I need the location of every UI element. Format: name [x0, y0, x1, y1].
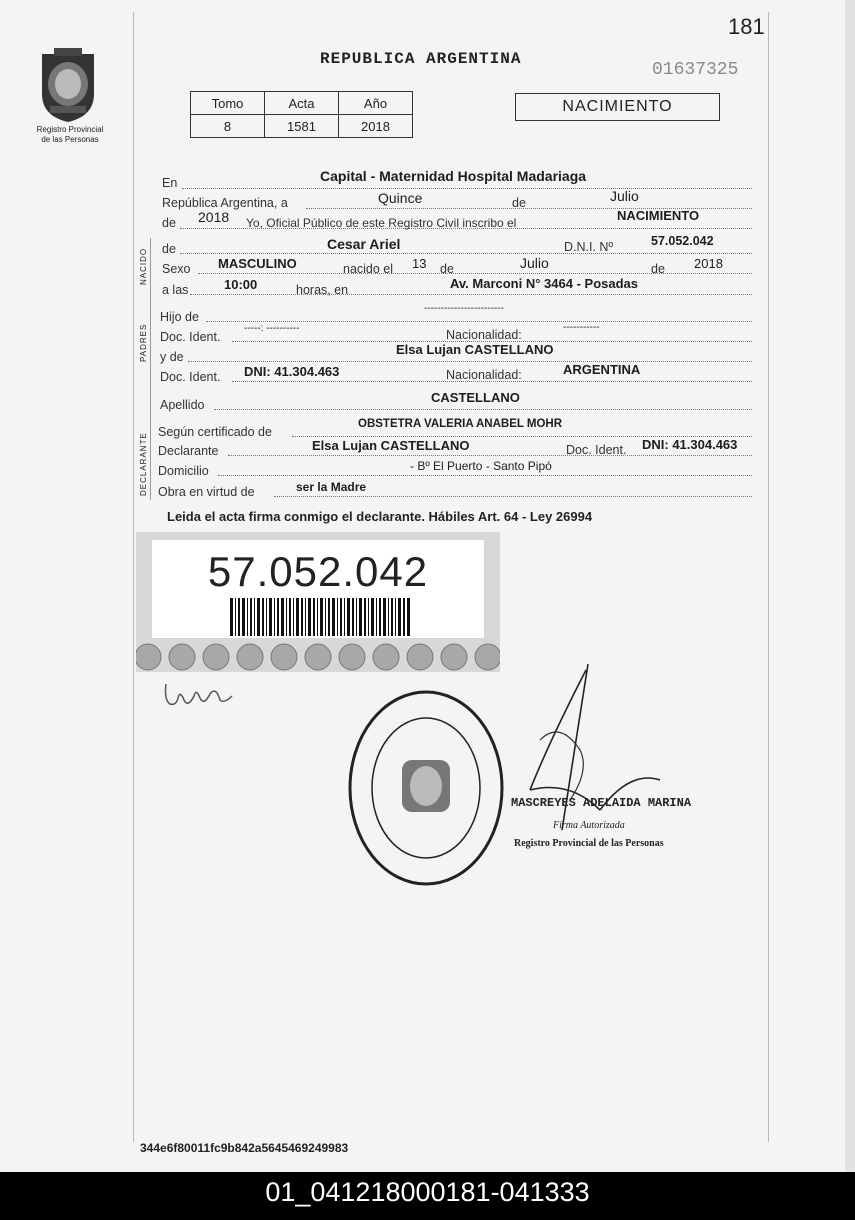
- father-name: ------------------------: [424, 303, 504, 314]
- register-table: [190, 91, 413, 138]
- signature-scribble: [510, 660, 660, 845]
- dotted-line: [214, 409, 752, 410]
- signatory-role: Firma Autorizada: [553, 820, 625, 831]
- logo-caption: [22, 125, 118, 145]
- birth-month: Julio: [520, 255, 549, 271]
- birth-day: 13: [412, 256, 427, 271]
- side-label-declarante: DECLARANTE: [139, 432, 148, 496]
- register-header-cell: Tomo: [191, 92, 265, 115]
- logo-caption-line2: de las Personas: [41, 135, 99, 144]
- dotted-line: [182, 188, 752, 189]
- footer-id-bar: [0, 1172, 855, 1220]
- nacionalidad-label: Nacionalidad:: [446, 368, 522, 382]
- dotted-line: [180, 253, 752, 254]
- barcode-icon: [230, 598, 410, 636]
- dotted-line: [206, 321, 752, 322]
- doc-ident-label: Doc. Ident.: [566, 443, 627, 457]
- dni-label: D.N.I. Nº: [564, 240, 614, 254]
- declarant-address: - Bº El Puerto - Santo Pipó: [410, 459, 552, 473]
- id-number-large: 57.052.042: [207, 548, 429, 595]
- surname: CASTELLANO: [431, 390, 520, 405]
- provincial-emblem-logo: [36, 44, 100, 129]
- side-label-nacido: NACIDO: [139, 247, 148, 285]
- register-value-cell: 1581: [265, 115, 339, 138]
- side-label-padres: PADRES: [139, 323, 148, 362]
- declarant-name: Elsa Lujan CASTELLANO: [312, 438, 470, 453]
- nacionalidad-label: Nacionalidad:: [446, 328, 522, 342]
- page-edge: [845, 0, 855, 1172]
- registration-year: 2018: [198, 209, 230, 225]
- left-margin-line: [133, 12, 134, 1142]
- child-name: Cesar Ariel: [327, 236, 401, 252]
- day-word: Quince: [378, 190, 423, 206]
- dotted-line: [198, 273, 752, 274]
- logo-caption-line1: Registro Provincial: [36, 125, 104, 134]
- birth-address: Av. Marconi N° 3464 - Posadas: [450, 276, 638, 291]
- domicilio-label: Domicilio: [158, 464, 209, 478]
- de-label: de: [162, 242, 176, 256]
- de-label: de: [651, 262, 665, 276]
- record-type-box: NACIMIENTO: [515, 93, 720, 121]
- mother-nationality: ARGENTINA: [563, 362, 641, 377]
- declarant-relationship: ser la Madre: [296, 480, 367, 494]
- hijo-de-label: Hijo de: [160, 310, 199, 324]
- republica-label: República Argentina, a: [162, 196, 288, 210]
- certificado-label: Según certificado de: [158, 425, 272, 439]
- register-value-cell: 8: [191, 115, 265, 138]
- sexo-label: Sexo: [162, 262, 191, 276]
- child-sex: MASCULINO: [218, 256, 297, 271]
- doc-ident-label: Doc. Ident.: [160, 370, 221, 384]
- dotted-line: [274, 496, 752, 497]
- de-label: de: [162, 216, 176, 230]
- register-value-cell: 2018: [339, 115, 413, 138]
- dotted-line: [218, 475, 752, 476]
- horas-label: horas, en: [296, 283, 349, 297]
- dotted-line: [190, 294, 752, 295]
- document-title: REPUBLICA ARGENTINA: [320, 50, 522, 68]
- section-divider-line: [150, 238, 151, 500]
- right-margin-line: [768, 12, 769, 1142]
- signatory-office: Registro Provincial de las Personas: [514, 838, 664, 849]
- register-value-row: [191, 115, 413, 138]
- event-type: NACIMIENTO: [617, 208, 700, 223]
- register-header-row: [191, 92, 413, 115]
- dotted-line: [188, 361, 752, 362]
- handwritten-annotation: [160, 678, 240, 718]
- security-pattern-strip: [136, 642, 500, 672]
- register-header-cell: Año: [339, 92, 413, 115]
- child-dni: 57.052.042: [651, 234, 714, 248]
- mother-doc: DNI: 41.304.463: [244, 364, 340, 379]
- a-las-label: a las: [162, 283, 189, 297]
- de-label: de: [440, 262, 454, 276]
- signatory-name-stamp: MASCREYES ADELAIDA MARINA: [511, 796, 692, 810]
- obra-label: Obra en virtud de: [158, 485, 255, 499]
- father-nationality: -----------: [563, 322, 600, 333]
- birth-time: 10:00: [224, 277, 258, 292]
- y-de-label: y de: [160, 350, 184, 364]
- id-barcode-card: [136, 532, 500, 672]
- birth-year: 2018: [694, 256, 723, 271]
- registration-month: Julio: [610, 188, 639, 204]
- page-number: 181: [728, 14, 765, 39]
- certificate-issuer: OBSTETRA VALERIA ANABEL MOHR: [358, 418, 563, 430]
- dotted-line: [228, 455, 752, 456]
- register-header-cell: Acta: [265, 92, 339, 115]
- nacido-el-label: nacido el: [343, 262, 394, 276]
- apellido-label: Apellido: [160, 398, 205, 412]
- father-doc: -----: ----------: [244, 323, 300, 334]
- document-hash: 344e6f80011fc9b842a5645469249983: [140, 1141, 349, 1155]
- en-label: En: [162, 176, 178, 190]
- official-seal: [346, 688, 506, 893]
- de-label: de: [512, 196, 526, 210]
- declarante-label: Declarante: [158, 444, 219, 458]
- stamped-serial-number: 01637325: [652, 60, 739, 80]
- registration-place: Capital - Maternidad Hospital Madariaga: [320, 168, 587, 184]
- declarant-doc: DNI: 41.304.463: [642, 437, 738, 452]
- doc-ident-label: Doc. Ident.: [160, 330, 221, 344]
- barcode-label: [152, 540, 484, 638]
- mother-name: Elsa Lujan CASTELLANO: [396, 342, 554, 357]
- official-text: Yo, Oficial Público de este Registro Civil inscribo el: [246, 216, 517, 230]
- footer-document-id: 01_041218000181-041333: [265, 1177, 590, 1207]
- closing-statement: Leida el acta firma conmigo el declarante. Hábiles Art. 64 - Ley 26994: [167, 509, 593, 524]
